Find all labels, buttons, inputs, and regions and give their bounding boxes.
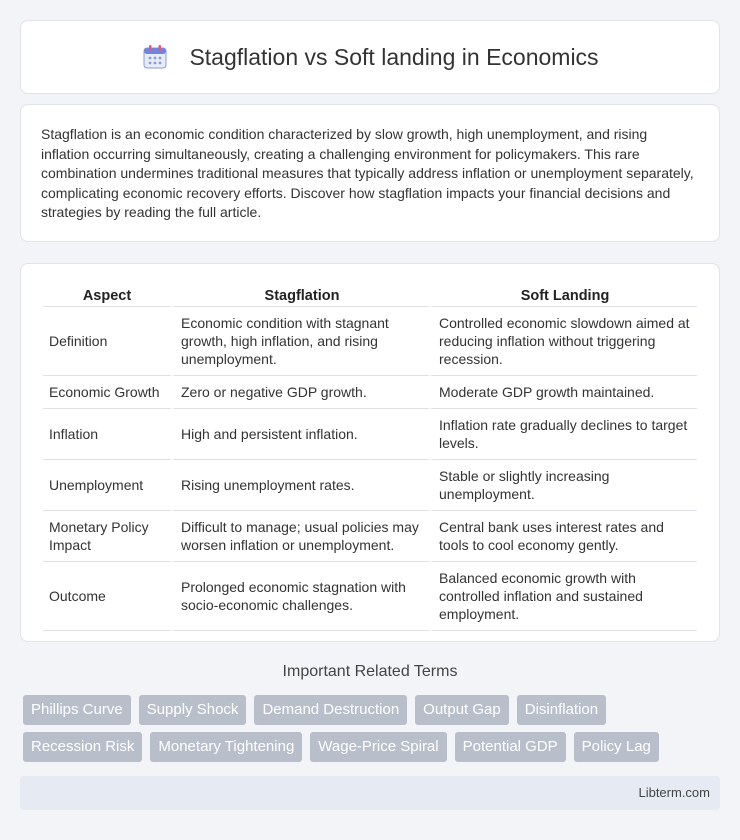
table-row [43,460,697,511]
related-term-tag[interactable]: Potential GDP [455,732,566,762]
table-cell: Inflation rate gradually declines to target levels. [429,409,697,460]
intro-text: Stagflation is an economic condition characterized by slow growth, high unemployment, and rising inflation occurring simultaneously, creating a challenging environment for policymakers. This rare combination undermines traditional measures that typically address inflation or unemployment separately, complicating economic recovery efforts. Discover how stagflation impacts your financial decisions and strategies by reading the full article. [41,126,694,220]
table-cell: Moderate GDP growth maintained. [429,376,697,409]
related-term-tag[interactable]: Recession Risk [23,732,142,762]
table-row [43,307,697,376]
table-cell: Outcome [43,562,171,631]
table-row [43,511,697,562]
table-cell: Economic condition with stagnant growth, high inflation, and rising unemployment. [171,307,429,376]
related-term-tag[interactable]: Monetary Tightening [150,732,302,762]
table-cell: Prolonged economic stagnation with socio-economic challenges. [171,562,429,631]
table-cell: Stable or slightly increasing unemployment. [429,460,697,511]
table-cell: Zero or negative GDP growth. [171,376,429,409]
comparison-table-card [20,263,720,642]
related-term-tag[interactable]: Demand Destruction [254,695,407,725]
related-term-tag[interactable]: Output Gap [415,695,509,725]
related-term-tag[interactable]: Wage-Price Spiral [310,732,446,762]
table-cell: Economic Growth [43,376,171,409]
related-term-tag[interactable]: Supply Shock [139,695,247,725]
table-header-cell: Soft Landing [429,284,697,307]
intro-card [20,104,720,242]
table-header-row [43,284,697,307]
table-cell: Unemployment [43,460,171,511]
footer-site-link[interactable]: Libterm.com [638,785,710,800]
table-cell: Rising unemployment rates. [171,460,429,511]
related-terms-list [23,695,713,762]
table-row [43,409,697,460]
table-header-cell: Stagflation [171,284,429,307]
table-row [43,562,697,631]
related-term-tag[interactable]: Disinflation [517,695,606,725]
page-title: Stagflation vs Soft landing in Economics [189,43,599,70]
comparison-table [43,284,697,631]
footer [20,776,720,810]
table-row [43,376,697,409]
header-card [20,20,720,94]
calendar-icon [141,43,169,71]
related-terms-title: Important Related Terms [282,663,458,680]
table-cell: Controlled economic slowdown aimed at reducing inflation without triggering recession. [429,307,697,376]
table-cell: Inflation [43,409,171,460]
table-cell: Definition [43,307,171,376]
table-cell: Balanced economic growth with controlled inflation and sustained employment. [429,562,697,631]
related-term-tag[interactable]: Policy Lag [574,732,659,762]
table-header-cell: Aspect [43,284,171,307]
table-cell: Difficult to manage; usual policies may worsen inflation or unemployment. [171,511,429,562]
table-cell: Central bank uses interest rates and tools to cool economy gently. [429,511,697,562]
related-term-tag[interactable]: Phillips Curve [23,695,131,725]
table-cell: Monetary Policy Impact [43,511,171,562]
table-cell: High and persistent inflation. [171,409,429,460]
